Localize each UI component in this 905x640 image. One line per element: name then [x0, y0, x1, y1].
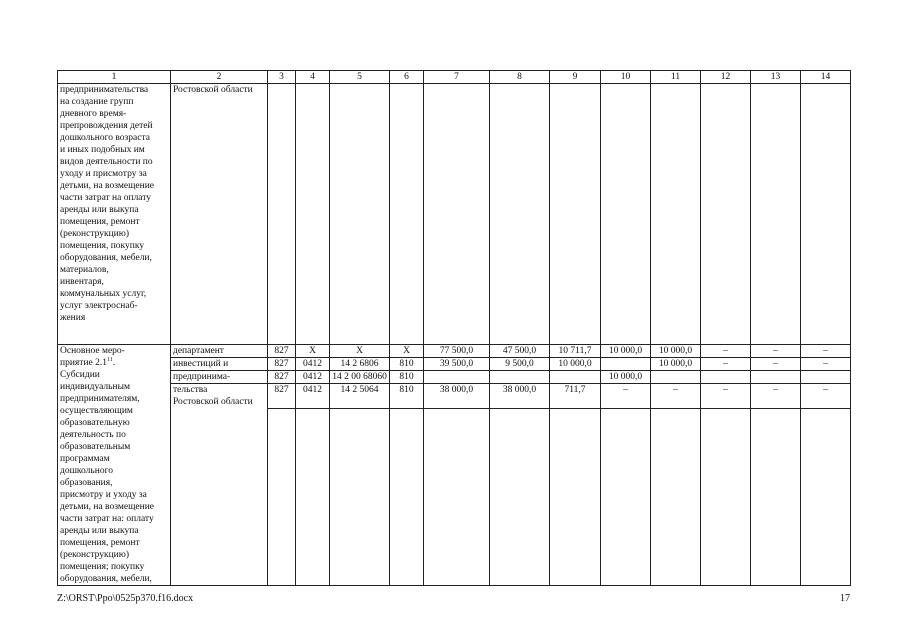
table-cell	[801, 371, 851, 384]
activity-text: Субсидии индивидуальным предпринимателям, осуществляющим образовательную деятельность по образовательным программам дошкольного образования, присмотру и уходу за детьми, на возмещение части затрат на: оплату аренды или выкупа помещения, ремонт (реконструкцию) помещения; покупку оборудования, мебели,	[60, 370, 154, 584]
table-cell: –	[751, 358, 801, 371]
header-cell: 6	[390, 71, 424, 84]
table-cell: –	[701, 345, 751, 358]
table-cell: –	[701, 384, 751, 409]
table-cell: 38 000,0	[424, 384, 490, 409]
table-cell: 10 000,0	[550, 358, 601, 371]
table-row	[58, 384, 851, 409]
table-cell: 47 500,0	[490, 345, 550, 358]
table-cell: –	[751, 345, 801, 358]
table-cell: –	[751, 384, 801, 409]
executor-cell: департамент	[171, 345, 268, 358]
header-cell: 7	[424, 71, 490, 84]
table-row	[58, 345, 851, 358]
executor-cell: тельства Ростовской области	[171, 384, 268, 586]
header-cell: 2	[171, 71, 268, 84]
table-cell	[701, 371, 751, 384]
table-cell: 10 000,0	[601, 371, 651, 384]
table-cell	[751, 371, 801, 384]
table-cell: 14 2 6806	[330, 358, 390, 371]
header-row	[58, 71, 851, 84]
table-cell: 827	[268, 358, 296, 371]
table-cell	[601, 358, 651, 371]
table-cell: 10 711,7	[550, 345, 601, 358]
table-cell: –	[601, 384, 651, 409]
activity-description: предпринимательства на создание групп дневного время- препровождения детей дошкольного возраста и иных подобных им видов деятельности по уходу и присмотру за детьми, на возмещение части затрат на оплату аренды или выкупа помещения, ремонт (реконструкцию) помещения, покупку оборудования, мебели, материалов, инвентаря, коммунальных услуг, услуг электроснаб- жения	[58, 84, 171, 345]
table-cell: 0412	[296, 358, 330, 371]
header-cell: 4	[296, 71, 330, 84]
executor-cell: предпринима-	[171, 371, 268, 384]
activity-title: Основное меро-	[60, 346, 125, 356]
table-cell: 810	[390, 371, 424, 384]
header-cell: 1	[58, 71, 171, 84]
table-cell: 810	[390, 358, 424, 371]
table-cell: 0412	[296, 384, 330, 409]
executor-cell: инвестиций и	[171, 358, 268, 371]
table-cell: 10 000,0	[651, 358, 701, 371]
table-cell: 827	[268, 371, 296, 384]
activity-number: приятие 2.1	[60, 358, 107, 368]
header-cell: 8	[490, 71, 550, 84]
table-cell: 10 000,0	[651, 345, 701, 358]
header-cell: 12	[701, 71, 751, 84]
table-row	[58, 371, 851, 384]
header-cell: 5	[330, 71, 390, 84]
header-cell: 14	[801, 71, 851, 84]
page-number: 17	[840, 593, 850, 604]
header-cell: 13	[751, 71, 801, 84]
table-row	[58, 84, 851, 345]
table-cell	[490, 371, 550, 384]
activity-description: Основное меро- приятие $2.1^{11}$. Субсидии индивидуальным предпринимателям, осуществляющим образовательную деятельность по образовательным программам дошкольного образования, присмотру и уходу за детьми, на возмещение части затрат на: оплату аренды или выкупа помещения, ремонт (реконструкцию) помещения; покупку оборудования, мебели,	[58, 345, 171, 586]
table-cell: –	[801, 345, 851, 358]
table-cell: Х	[390, 345, 424, 358]
header-cell: 3	[268, 71, 296, 84]
table-cell: –	[801, 358, 851, 371]
table-cell: 38 000,0	[490, 384, 550, 409]
table-cell: 77 500,0	[424, 345, 490, 358]
budget-table	[57, 70, 851, 586]
table-cell: 0412	[296, 371, 330, 384]
file-path: Z:\ORST\Ppo\0525p370.f16.docx	[57, 593, 194, 604]
table-cell: 10 000,0	[601, 345, 651, 358]
table-cell: 14 2 5064	[330, 384, 390, 409]
table-cell: 827	[268, 384, 296, 409]
table-cell: –	[701, 358, 751, 371]
table-cell: 14 2 00 68060	[330, 371, 390, 384]
table-cell: 810	[390, 384, 424, 409]
table-cell: Х	[330, 345, 390, 358]
table-cell: Х	[296, 345, 330, 358]
table-cell: 9 500,0	[490, 358, 550, 371]
header-cell: 11	[651, 71, 701, 84]
header-cell: 10	[601, 71, 651, 84]
table-cell	[424, 371, 490, 384]
table-cell: 39 500,0	[424, 358, 490, 371]
table-cell	[550, 371, 601, 384]
table-cell: –	[651, 384, 701, 409]
executor-cell: Ростовской области	[171, 84, 268, 345]
table-cell: –	[801, 384, 851, 409]
table-cell: 827	[268, 345, 296, 358]
table-cell: 711,7	[550, 384, 601, 409]
table-row	[58, 358, 851, 371]
header-cell: 9	[550, 71, 601, 84]
table-cell	[651, 371, 701, 384]
footnote-ref: 11	[107, 356, 113, 363]
